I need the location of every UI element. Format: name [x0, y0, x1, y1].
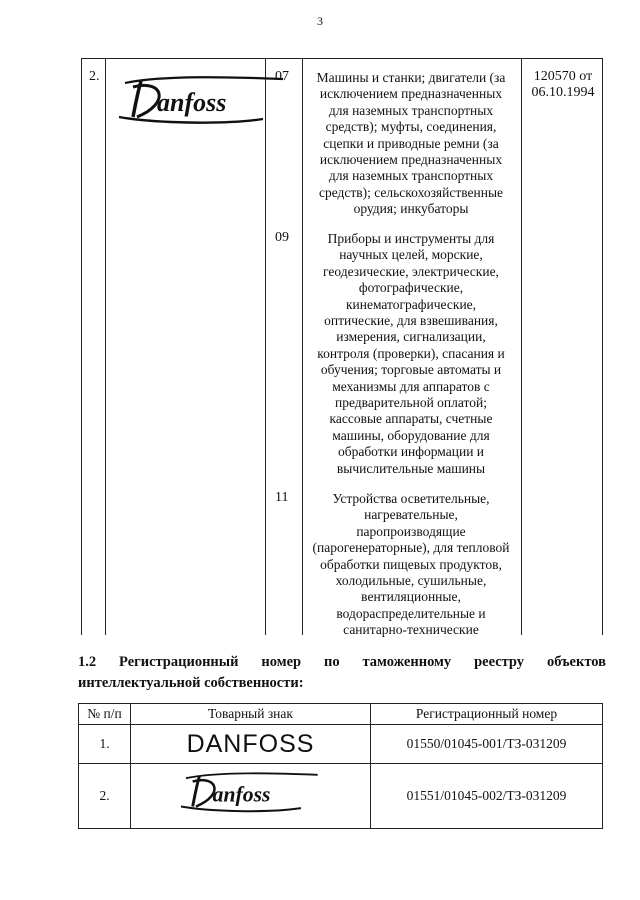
danfoss-logo [113, 73, 293, 131]
table-row [79, 764, 603, 829]
trademark-cell [131, 764, 371, 829]
class-description [310, 231, 512, 477]
text-line: оптические, для взвешивания, [324, 313, 498, 329]
danfoss-script-logo-icon [113, 73, 293, 131]
text-line: Устройства осветительные, [332, 491, 490, 506]
header-trademark: Товарный знак [131, 704, 371, 725]
text-line: водораспределительные и [336, 605, 486, 621]
text-line: (парогенераторные), для тепловой [312, 540, 510, 556]
column-divider [105, 59, 106, 635]
trademark-cell [131, 725, 371, 764]
text-line: измерения, сигнализации, [336, 329, 486, 345]
text-line: обработки пищевых продуктов, [320, 556, 502, 572]
text-line: Приборы и инструменты для [327, 231, 495, 246]
registration-number: 01550/01045-001/ТЗ-031209 [371, 725, 603, 764]
text-line: контроля (проверки), спасания и [317, 345, 505, 361]
svg-text:anfoss: anfoss [212, 782, 270, 807]
danfoss-script-logo-icon [176, 766, 326, 822]
table-header-row [79, 704, 603, 725]
class-code: 07 [275, 69, 289, 84]
registration-date: 06.10.1994 [531, 85, 595, 100]
svg-text:anfoss: anfoss [157, 88, 227, 117]
table-row [79, 725, 603, 764]
class-description [310, 491, 512, 639]
class-description [310, 70, 512, 218]
section-heading: 1.2 Регистрационный номер по таможенному реестру объектов интеллектуальной собственности: [78, 654, 606, 691]
customs-register-table [78, 703, 603, 829]
text-line: нагревательные, [364, 507, 458, 523]
text-line: для наземных транспортных [328, 102, 494, 118]
registration-number: 120570 от [533, 69, 593, 84]
text-line: холодильные, сушильные, [335, 573, 487, 589]
text-line: санитарно-технические [343, 622, 479, 638]
text-line: исключением предназначенных [319, 152, 503, 168]
header-registration: Регистрационный номер [371, 704, 603, 725]
trademark-classes-table [81, 58, 603, 638]
text-line: вентиляционные, [361, 589, 461, 605]
text-line: паропроизводящие [356, 523, 466, 539]
text-line: предварительной оплатой; [335, 395, 487, 411]
column-divider [521, 59, 522, 635]
text-line: Машины и станки; двигатели (за [316, 70, 506, 85]
text-line: сцепки и приводные ремни (за [323, 135, 499, 151]
danfoss-wordmark: DANFOSS [186, 729, 315, 758]
text-line: кассовые аппараты, счетные [329, 411, 493, 427]
text-line: машины, оборудование для [332, 427, 490, 443]
class-code: 09 [275, 230, 289, 245]
registration-cell [524, 69, 602, 101]
text-line: механизмы для аппаратов с [332, 378, 490, 394]
text-line: геодезические, электрические, [323, 263, 499, 279]
header-number: № п/п [79, 704, 131, 725]
text-line: орудия; инкубаторы [353, 201, 469, 217]
text-line: для наземных транспортных [328, 168, 494, 184]
column-divider [265, 59, 266, 635]
text-line: обработки информации и [337, 444, 485, 460]
registration-number: 01551/01045-002/ТЗ-031209 [371, 764, 603, 829]
text-line: исключением предназначенных [319, 86, 503, 102]
text-line: вычислительные машины [336, 460, 486, 476]
text-line: научных целей, морские, [339, 247, 483, 263]
text-line: средств); муфты, соединения, [325, 119, 497, 135]
row-number: 2. [89, 69, 100, 84]
row-number: 1. [79, 725, 131, 764]
row-number: 2. [79, 764, 131, 829]
text-line: кинематографические, [345, 296, 477, 312]
text-line: фотографические, [358, 280, 464, 296]
class-code: 11 [275, 490, 289, 505]
column-divider [302, 59, 303, 635]
page-number: 3 [317, 14, 323, 28]
text-line: обучения; торговые автоматы и [320, 362, 502, 378]
text-line: средств); сельскохозяйственные [318, 184, 504, 200]
